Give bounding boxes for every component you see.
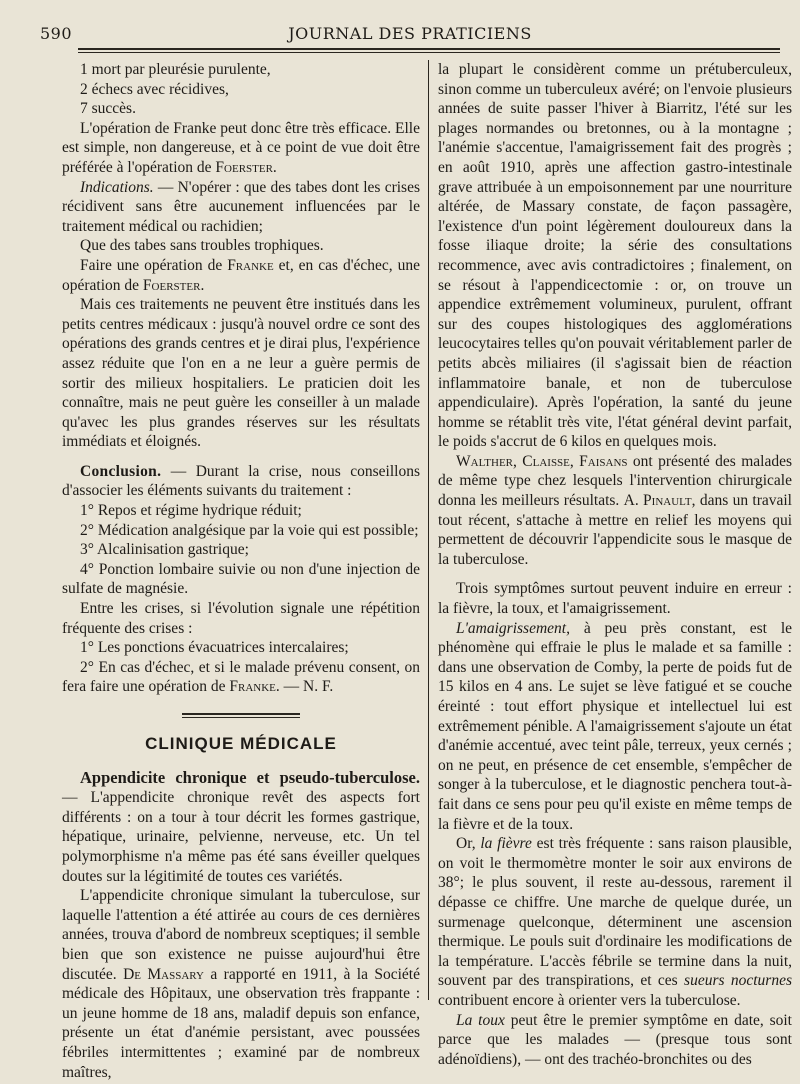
text: est très fréquente : sans raison plausible, on voit le thermomètre monter le soir aux environs de 38°; le plus souvent, il reste au-dessous, rarement il dépasse ce chiffre. Une marche de quelque durée, un surmenage quelconque, déterminent une ascension thermique. Le pouls suit d'ordinaire les modifications de la température. L'accès fébrile se termine dans la nuit, souvent par des transpirations, et ces <box>438 835 792 990</box>
author-name: Franke <box>227 256 274 274</box>
franke-paragraph <box>62 119 420 178</box>
conclusion-text: — Durant la crise, nous conseillons d'associer les éléments suivants du traitement : <box>62 462 420 500</box>
author-name: A. Pinault <box>623 492 692 510</box>
author-name: Franke <box>229 678 276 696</box>
text: contribuent encore à orienter vers la tuberculose. <box>438 991 741 1009</box>
conclusion-item: 4° Ponction lombaire suivie ou non d'une injection de sulfate de magnésie. <box>62 560 420 598</box>
page-header <box>40 24 780 46</box>
stat-line: 7 succès. <box>80 100 136 118</box>
symptoms-paragraph: Trois symptômes surtout peuvent induire en erreur : la fièvre, la toux, et l'amaigrissement. <box>438 580 792 618</box>
indications-text: — N'opérer : que des tabes dont les crises récidivent sans être aucunement influencées par le traitement médical ou rachidien; <box>62 178 420 235</box>
text: L'appendicite chronique simulant la tuberculose, sur laquelle l'attention a été attirée au cours de ces dernières années, trouva d'abord de nombreux sceptiques; il semble bien que son existence ne puisse aujourd'hui être discutée. <box>62 887 420 983</box>
mais-paragraph: Mais ces traitements ne peuvent être institués dans les petits centres médicaux : jusqu'à nouvel ordre ce sont des opérations des grands centres et je dirai plus, l'expérience assez réduite que l'on en a ne leur a guère permis de sortir des milieux hospitaliers. Le praticien doit les connaître, mais ne peut guère les conseiller à un malade qu'avec les plus grandes réserves sur les résultats immédiats et éloignés. <box>62 296 420 451</box>
section-rule <box>182 713 300 715</box>
text: et, en cas d'échec, une opération de <box>62 256 420 294</box>
header-rule <box>78 48 780 50</box>
author-names: Walther, Claisse, Faisans <box>456 452 628 470</box>
conclusion-item: 3° Alcalinisation gastrique; <box>80 541 249 559</box>
term: L'amaigrissement, <box>456 619 570 637</box>
continuation-paragraph: la plupart le considèrent comme un prétuberculeux, sinon comme un tuberculeux avéré; on l'envoie plusieurs années de suite passer l'hiver à Biarritz, l'été sur les plages normandes ou bretonnes, ou à la montagne ; l'anémie s'accentue, l'amaigrissement fait des progrès ; en août 1910, après une affection gastro-intestinale grave attribuée à un empoisonnement par une nourriture altérée, de Massary constate, de façon passagère, l'existence d'un point légèrement douloureux dans la fosse iliaque droite; la série des consultations recommence, avec avis contradictoires ; finalement, on se résout à l'appendicectomie : or, on trouve un appendice extrêmement volumineux, purulent, offrant sur des coupes histologiques des agglomérations leucocytaires telles qu'on pouvait véritablement parler de petits abcès miliaires (il s'agissait bien de réaction inflammatoire banale, et non de tuberculose appendiculaire). Après l'opération, la santé du jeune homme se rétablit très vite, l'état général devint parfait, le poids s'accrut de 6 kilos en quelques mois. <box>438 61 792 451</box>
entre-item: 1° Les ponctions évacuatrices intercalaires; <box>80 639 349 657</box>
author-name: Foerster <box>215 158 273 176</box>
spacer <box>438 569 792 579</box>
left-column <box>62 60 420 1084</box>
text: 2° En cas d'échec, et si le malade prévenu consent, on fera faire une opération de <box>62 658 420 696</box>
fievre-paragraph <box>438 834 792 1010</box>
column-separator <box>428 60 429 1000</box>
spacer <box>62 452 420 462</box>
punct: . <box>272 158 277 176</box>
stat-line: 1 mort par pleurésie purulente, <box>80 61 271 78</box>
franke-text: L'opération de Franke peut donc être très efficace. Elle est simple, non dangereuse, et à ce point de vue doit être préférée à l'opération de <box>62 119 420 176</box>
text: Or, <box>456 835 481 853</box>
right-column <box>438 60 792 1084</box>
article-paragraph <box>62 768 420 887</box>
term: sueurs nocturnes <box>684 972 792 990</box>
entre-paragraph: Entre les crises, si l'évolution signale une répétition fréquente des crises : <box>62 600 420 637</box>
article-title: Appendicite chronique et pseudo-tuberculose. <box>80 767 420 787</box>
amaigrissement-paragraph <box>438 619 792 835</box>
text: Faire une opération de <box>80 256 228 274</box>
conclusion-paragraph <box>62 462 420 501</box>
text: à peu près constant, est le phénomène qui effraie le plus le malade et sa famille : dans une observation de Comby, la perte de poids fut de 15 kilos en 4 ans. Le sujet se lève fatigué et se couche éreinté : tout effort physique et intellectuel lui est extrêmement pénible. A l'amaigrissement s'ajoute un état d'anémie accentué, avec teint pâle, terreux, yeux cernés ; on ne peut, en présence de cet ensemble, s'empêcher de songer à la tuberculose, et le diagnostic penchera tout-à-fait dans ce sens pour peu qu'il existe en même temps de la fièvre et de la toux. <box>438 619 792 833</box>
term: la fièvre <box>480 835 532 853</box>
indications-label: Indications. <box>80 178 154 196</box>
text: a rapporté en 1911, à la Société médicale des Hôpitaux, une observation très frappante : un jeune homme de 18 ans, maladif depuis son enfance, présente un état d'anémie persistant, avec poussées fébriles intermittentes ; examiné par de nombreux maîtres, <box>62 965 420 1081</box>
indications-line <box>62 256 420 295</box>
authors-paragraph <box>438 452 792 570</box>
toux-paragraph <box>438 1011 792 1070</box>
indications-line: Que des tabes sans troubles trophiques. <box>80 237 324 255</box>
section-heading-block <box>62 713 420 754</box>
conclusion-item: 1° Repos et régime hydrique réduit; <box>80 502 302 520</box>
conclusion-label: Conclusion. <box>80 462 162 480</box>
stat-line: 2 échecs avec récidives, <box>80 80 229 98</box>
page-number: 590 <box>40 24 73 43</box>
text: peut être le premier symptôme en date, soit parce que les malades — (presque tous sont adénoïdiens), — ont des trachéo-bronchites ou des <box>438 1011 792 1068</box>
journal-title: JOURNAL DES PRATICIENS <box>288 24 532 43</box>
author-name: De Massary <box>123 965 204 983</box>
header-rule-thin <box>78 52 780 53</box>
punct: . <box>200 276 205 294</box>
article-paragraph <box>62 886 420 1082</box>
text: , dans un travail tout récent, s'attache à mettre en relief les moyens qui permettent de découvrir l'appendicite sous le masque de la tuberculose. <box>438 492 792 568</box>
term: La toux <box>456 1011 505 1029</box>
entre-item <box>62 658 420 697</box>
article-text: — L'appendicite chronique revêt des aspects fort différents : on a tour à tour décrit les formes gastrique, hépatique, urinaire, pelvienne, nerveuse, etc. Un tel polymorphisme n'a même pas été sans éveiller quelques doutes sur la légitimité de toutes ces variétés. <box>62 789 420 885</box>
signature: . — N. F. <box>275 678 334 696</box>
conclusion-item: 2° Médication analgésique par la voie qui est possible; <box>80 521 419 539</box>
section-rule-thin <box>182 717 300 718</box>
text: ont présenté des malades de même type chez lesquels l'intervention chirurgicale donna les meilleurs résultats. <box>438 452 792 510</box>
section-title: CLINIQUE MÉDICALE <box>145 734 337 753</box>
author-name: Foerster <box>142 276 201 294</box>
indications-paragraph <box>62 178 420 237</box>
